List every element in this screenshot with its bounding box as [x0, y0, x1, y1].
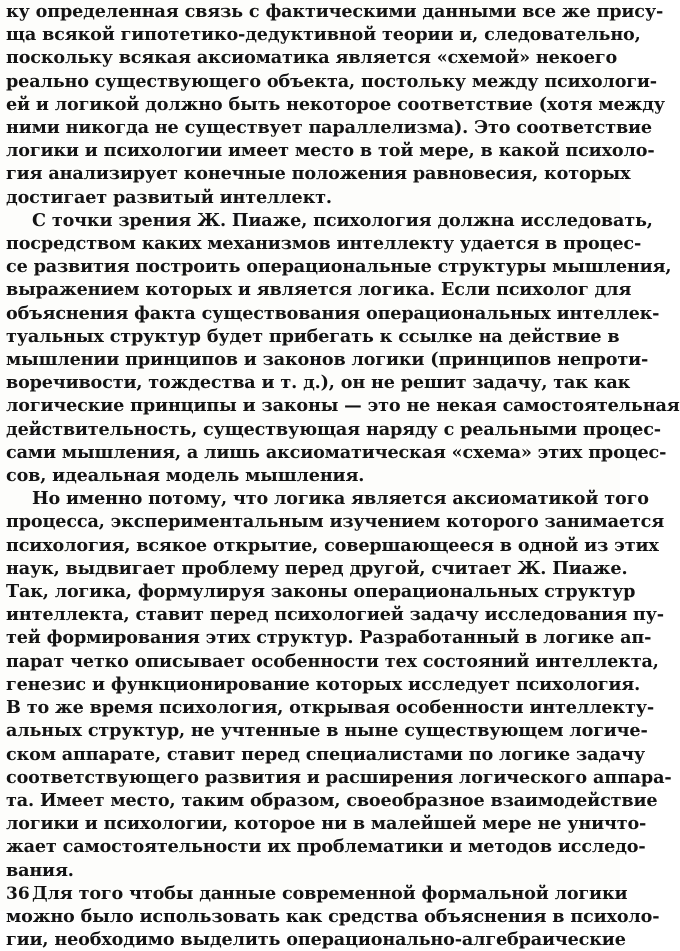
paragraph-3 — [6, 487, 672, 881]
body-text — [6, 0, 680, 951]
text-line: сами мышления, а лишь аксиоматическая «схема» этих процес- — [6, 441, 667, 463]
text-line: тей формирования этих структур. Разработанный в логике ап- — [6, 627, 652, 649]
text-line: генезис и функционирование которых исследует психология. — [6, 673, 641, 695]
text-line: соответствующего развития и расширения логического аппара- — [6, 766, 672, 788]
text-line: сов, идеальная модель мышления. — [6, 465, 365, 487]
text-line: реально существующего объекта, постольку между психологи- — [6, 70, 657, 92]
text-line: парат четко описывает особенности тех состояний интеллекта, — [6, 650, 659, 672]
text-line: жает самостоятельности их проблематики и методов исследо- — [6, 836, 646, 858]
text-line: ском аппарате, ставит перед специалистами по логике задачу — [6, 743, 645, 765]
page-number: 36 — [6, 884, 30, 904]
text-line: логики и психологии, которое ни в малейшей мере не уничто- — [6, 813, 647, 835]
paragraph-1 — [6, 0, 665, 209]
text-line: интеллекта, ставит перед психологией задачу исследования пу- — [6, 604, 664, 626]
text-line: психология, всякое открытие, совершающееся в одной из этих — [6, 534, 659, 556]
text-line: объяснения факта существования операциональных интеллек- — [6, 302, 660, 324]
text-line: можно было использовать как средства объяснения в психоло- — [6, 905, 660, 927]
text-line: посредством каких механизмов интеллекту удается в процес- — [6, 233, 642, 255]
text-line: В то же время психология, открывая особенности интеллекту- — [6, 697, 654, 719]
text-line: поскольку всякая аксиоматика является «схемой» некоего — [6, 47, 618, 69]
text-line: та. Имеет место, таким образом, своеобразное взаимодействие — [6, 789, 658, 811]
paragraph-4 — [6, 882, 660, 951]
text-line: воречивости, тождества и т. д.), он не решит задачу, так как — [6, 372, 631, 394]
text-line: Для того чтобы данные современной формальной логики — [32, 882, 628, 904]
text-line: Но именно потому, что логика является аксиоматикой того — [32, 488, 649, 510]
text-line: Так, логика, формулируя законы операциональных структур — [6, 581, 636, 603]
text-line: гия анализирует конечные положения равновесия, которых — [6, 163, 631, 185]
text-line: логики и психологии имеет место в той мере, в какой психоло- — [6, 140, 655, 162]
text-line: С точки зрения Ж. Пиаже, психология должна исследовать, — [32, 209, 653, 231]
text-line: альных структур, не учтенные в ныне существующем логиче- — [6, 720, 648, 742]
text-line: гии, необходимо выделить операционально-алгебраические — [6, 929, 626, 951]
text-line: действительность, существующая наряду с реальными процес- — [6, 418, 661, 440]
text-line: ей и логикой должно быть некоторое соответствие (хотя между — [6, 93, 665, 115]
paragraph-2 — [6, 209, 680, 487]
text-line: процесса, экспериментальным изучением которого занимается — [6, 511, 665, 533]
text-line: мышлении принципов и законов логики (принципов непроти- — [6, 349, 649, 371]
text-line: туальных структур будет прибегать к ссылке на действие в — [6, 325, 620, 347]
text-line: ща всякой гипотетико-дедуктивной теории и, следовательно, — [6, 24, 641, 46]
text-line: достигает развитый интеллект. — [6, 186, 332, 208]
text-line: выражением которых и является логика. Если психолог для — [6, 279, 632, 301]
text-line: ними никогда не существует параллелизма). Это соответствие — [6, 117, 652, 139]
text-line: ку определенная связь с фактическими данными все же прису- — [6, 1, 664, 22]
text-line: наук, выдвигает проблему перед другой, считает Ж. Пиаже. — [6, 557, 628, 579]
text-line: вания. — [6, 859, 74, 881]
text-line: логические принципы и законы — это не некая самостоятельная — [6, 395, 680, 417]
text-line: се развития построить операциональные структуры мышления, — [6, 256, 672, 278]
